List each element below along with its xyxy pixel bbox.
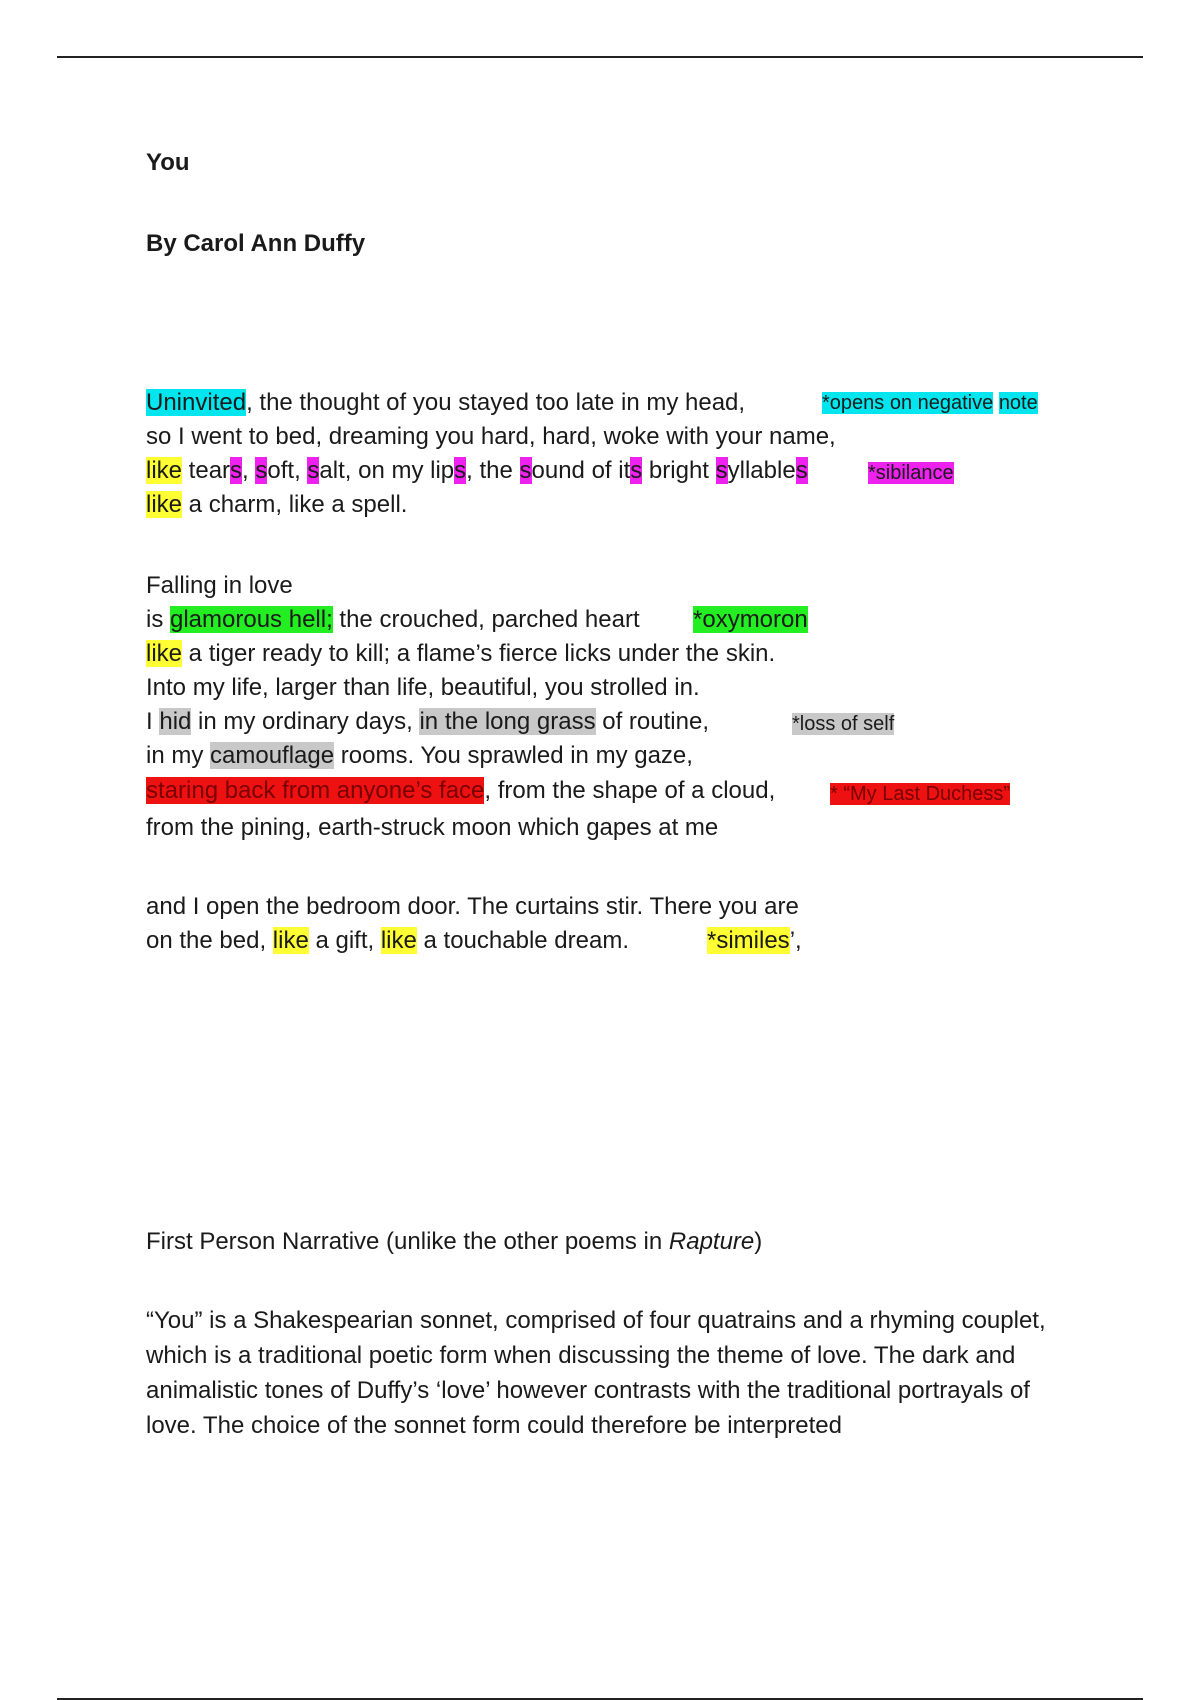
highlight-camouflage: camouflage [210,742,335,769]
highlight-s: s [795,457,808,484]
line-text: tear [182,457,231,484]
highlight-like: like [146,491,183,518]
line-text: bright [642,457,716,484]
stanza1-line2: so I went to bed, dreaming you hard, hard, woke with your name, [146,423,836,450]
header-rule [57,56,1143,58]
stanza2-line1: Falling in love [146,572,293,599]
collection-title: Rapture [668,1228,755,1255]
annotation-tail: ’, [789,927,802,954]
highlight-like: like [380,927,417,954]
line-text: the crouched, parched heart [332,606,640,633]
highlight-like: like [272,927,309,954]
line-text: on the bed, [146,927,273,954]
highlight-glamorous-hell: glamorous hell; [170,606,333,633]
line-text: is [146,606,170,633]
stanza2-line4: Into my life, larger than life, beautiful, you strolled in. [146,674,700,701]
stanza1-line4 [146,489,407,521]
highlight-s: s [307,457,320,484]
highlight-s: s [230,457,243,484]
annotation-loss-of-self [792,708,894,740]
line-text: in my [146,742,211,769]
annotation-similes [707,925,802,957]
poem-author: By Carol Ann Duffy [146,230,366,257]
stanza2-line5 [146,706,709,738]
highlight-s: s [519,457,532,484]
stanza2-line8: from the pining, earth-struck moon which gapes at me [146,814,719,841]
annotation-text: *opens on negative [822,392,994,414]
line-text: in my ordinary days, [191,708,420,735]
line-text: , [242,457,256,484]
heading-text: ) [754,1228,763,1255]
highlight-s: s [255,457,268,484]
poem-title: You [146,149,190,176]
highlight-s: s [715,457,728,484]
line-text: oft, [267,457,308,484]
stanza2-line7 [146,775,775,807]
annotation-text: *similes [707,927,790,954]
line-text: , from the shape of a cloud, [484,777,776,804]
annotation-text: * “My Last Duchess” [830,783,1011,805]
line-text: a charm, like a spell. [182,491,408,518]
annotation-text: *sibilance [868,462,954,484]
highlight-s: s [630,457,643,484]
line-text: alt, on my lip [319,457,455,484]
line-text: , the [466,457,520,484]
highlight-s: s [454,457,467,484]
highlight-hid: hid [159,708,192,735]
analysis-heading [146,1226,762,1258]
line-text: of routine, [595,708,709,735]
highlight-long-grass: in the long grass [419,708,596,735]
line-text: I [146,708,160,735]
stanza2-line2 [146,604,640,636]
line-text: a gift, [308,927,381,954]
stanza1-line1 [146,387,745,419]
stanza3-line2 [146,925,629,957]
line-text: , the thought of you stayed too late in my head, [246,389,746,416]
line-text: yllable [727,457,796,484]
annotation-opens-negative [822,387,1038,419]
stanza3-line1: and I open the bedroom door. The curtains stir. There you are [146,893,799,920]
heading-text: First Person Narrative (unlike the other poems in [146,1228,669,1255]
line-text: a tiger ready to kill; a flame’s fierce licks under the skin. [182,640,776,667]
annotation-text: *oxymoron [693,606,808,633]
analysis-paragraph: “You” is a Shakespearian sonnet, comprised of four quatrains and a rhyming couplet, which is a traditional poetic form when discussing the theme of love. The dark and animalistic tones of Duffy’s ‘love’ however contrasts with the traditional portrayals of love. The choice of the sonnet form could therefore be interpreted [146,1307,1046,1439]
highlight-staring-back: staring back from anyone’s face [146,777,485,804]
annotation-text: note [998,392,1038,414]
highlight-like: like [146,640,183,667]
stanza1-line3 [146,455,808,487]
annotation-sibilance [868,457,954,489]
line-text: rooms. You sprawled in my gaze, [334,742,693,769]
stanza2-line6 [146,740,693,772]
annotation-oxymoron [693,604,808,636]
annotation-my-last-duchess [830,778,1010,810]
highlight-like: like [146,457,183,484]
stanza2-line3 [146,638,775,670]
highlight-uninvited: Uninvited [146,389,247,416]
line-text: a touchable dream. [416,927,629,954]
line-text: ound of it [531,457,631,484]
annotation-text: *loss of self [792,713,895,735]
